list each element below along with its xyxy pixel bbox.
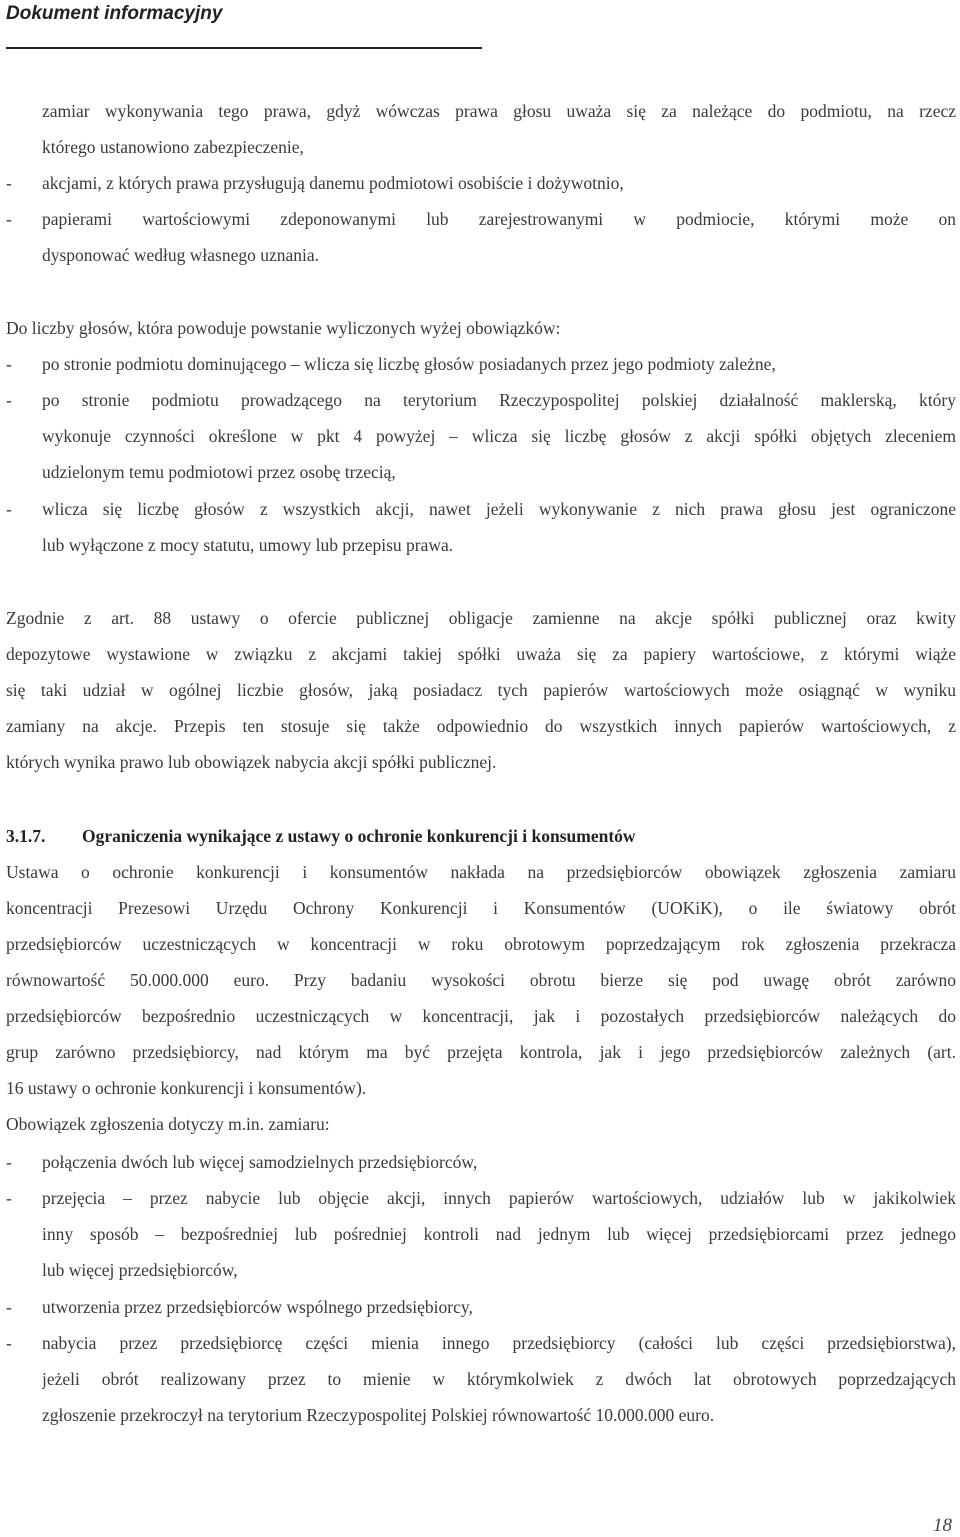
list-item	[42, 1180, 956, 1288]
text-line: jeżeli obrót realizowany przez to mienie w którymkolwiek z dwóch lat obrotowych poprzedzających	[42, 1369, 956, 1389]
list-dash: -	[6, 1188, 12, 1208]
list-item	[42, 346, 956, 382]
list-item	[42, 1289, 956, 1325]
text-line: inny sposób – bezpośredniej lub pośredniej kontroli nad jednym lub więcej przedsiębiorcami przez jednego	[42, 1224, 956, 1244]
text-line: papierami wartościowymi zdeponowanymi lub zarejestrowanymi w podmiocie, którymi może on	[42, 209, 956, 229]
text-line: utworzenia przez przedsiębiorców wspólnego przedsiębiorcy,	[42, 1297, 473, 1317]
text-line: Obowiązek zgłoszenia dotyczy m.in. zamiaru:	[6, 1114, 330, 1134]
text-line: Do liczby głosów, która powoduje powstanie wyliczonych wyżej obowiązków:	[6, 318, 561, 338]
list-item	[42, 382, 956, 490]
text-line: po stronie podmiotu prowadzącego na terytorium Rzeczypospolitej polskiej działalność maklerską, który	[42, 390, 956, 410]
text-line: dysponować według własnego uznania.	[42, 245, 320, 265]
list-dash: -	[6, 499, 12, 519]
list-item	[42, 201, 956, 273]
text-line: 16 ustawy o ochronie konkurencji i konsumentów).	[6, 1078, 367, 1098]
text-line: wykonuje czynności określone w pkt 4 powyżej – wlicza się liczbę głosów z akcji spółki objętych zleceniem	[42, 426, 956, 446]
list-dash: -	[6, 173, 12, 193]
text-line: grup zarówno przedsiębiorcy, nad którym ma być przejęta kontrola, jak i jego przedsiębiorców zależnych (art.	[6, 1042, 956, 1062]
text-line: udzielonym temu podmiotowi przez osobę trzecią,	[42, 462, 396, 482]
list-dash: -	[6, 390, 12, 410]
text-line: zgłoszenie przekroczył na terytorium Rzeczypospolitej Polskiej równowartość 10.000.000 euro.	[42, 1405, 715, 1425]
text-line: się taki udział w ogólnej liczbie głosów, jaką posiadacz tych papierów wartościowych może osiągnąć w wyniku	[6, 680, 956, 700]
list-item	[42, 1325, 956, 1433]
text-line: których wynika prawo lub obowiązek nabycia akcji spółki publicznej.	[6, 752, 497, 772]
text-line: połączenia dwóch lub więcej samodzielnych przedsiębiorców,	[42, 1152, 478, 1172]
page-number: 18	[933, 1515, 952, 1536]
text-line: akcjami, z których prawa przysługują danemu podmiotowi osobiście i dożywotnio,	[42, 173, 624, 193]
list-dash: -	[6, 1297, 12, 1317]
text-line: Zgodnie z art. 88 ustawy o ofercie publicznej obligacje zamienne na akcje spółki publicznej oraz kwity	[6, 608, 956, 628]
text-line: koncentracji Prezesowi Urzędu Ochrony Konkurencji i Konsumentów (UOKiK), o ile światowy obrót	[6, 898, 956, 918]
text-line: przedsiębiorców uczestniczących w koncentracji w roku obrotowym poprzedzającym rok zgłoszenia przekracza	[6, 934, 956, 954]
section-title: Ograniczenia wynikające z ustawy o ochronie konkurencji i konsumentów	[82, 826, 636, 846]
section-number: 3.1.7.	[6, 826, 46, 846]
text-line: wlicza się liczbę głosów z wszystkich akcji, nawet jeżeli wykonywanie z nich prawa głosu jest ograniczone	[42, 499, 956, 519]
list-dash: -	[6, 1333, 12, 1353]
paragraph	[6, 600, 956, 780]
text-line: nabycia przez przedsiębiorcę części mienia innego przedsiębiorcy (całości lub części przedsiębiorstwa),	[42, 1333, 956, 1353]
text-line: którego ustanowiono zabezpieczenie,	[42, 137, 304, 157]
paragraph	[6, 854, 956, 1142]
text-line: lub wyłączone z mocy statutu, umowy lub przepisu prawa.	[42, 535, 454, 555]
section-heading	[6, 818, 956, 854]
header-divider	[6, 47, 482, 49]
list-item	[42, 491, 956, 563]
document-title: Dokument informacyjny	[6, 3, 223, 24]
list-dash: -	[6, 209, 12, 229]
paragraph	[6, 310, 956, 346]
list-item	[42, 165, 956, 201]
text-line: po stronie podmiotu dominującego – wlicza się liczbę głosów posiadanych przez jego podmioty zależne,	[42, 354, 776, 374]
paragraph-continuation	[42, 93, 956, 165]
list-dash: -	[6, 354, 12, 374]
list-item	[42, 1144, 956, 1180]
text-line: zamiar wykonywania tego prawa, gdyż wówczas prawa głosu uważa się za należące do podmiotu, na rzecz	[42, 101, 956, 121]
text-line: przejęcia – przez nabycie lub objęcie akcji, innych papierów wartościowych, udziałów lub w jakikolwiek	[42, 1188, 956, 1208]
text-line: lub więcej przedsiębiorców,	[42, 1260, 238, 1280]
text-line: depozytowe wystawione w związku z akcjami takiej spółki uważa się za papiery wartościowe, z którymi wiąże	[6, 644, 956, 664]
text-line: zamiany na akcje. Przepis ten stosuje się także odpowiednio do wszystkich innych papierów wartościowych, z	[6, 716, 956, 736]
text-line: Ustawa o ochronie konkurencji i konsumentów nakłada na przedsiębiorców obowiązek zgłoszenia zamiaru	[6, 862, 956, 882]
text-line: przedsiębiorców bezpośrednio uczestniczących w koncentracji, jak i pozostałych przedsiębiorców należących do	[6, 1006, 956, 1026]
text-line: równowartość 50.000.000 euro. Przy badaniu wysokości obrotu bierze się pod uwagę obrót zarówno	[6, 970, 956, 990]
list-dash: -	[6, 1152, 12, 1172]
